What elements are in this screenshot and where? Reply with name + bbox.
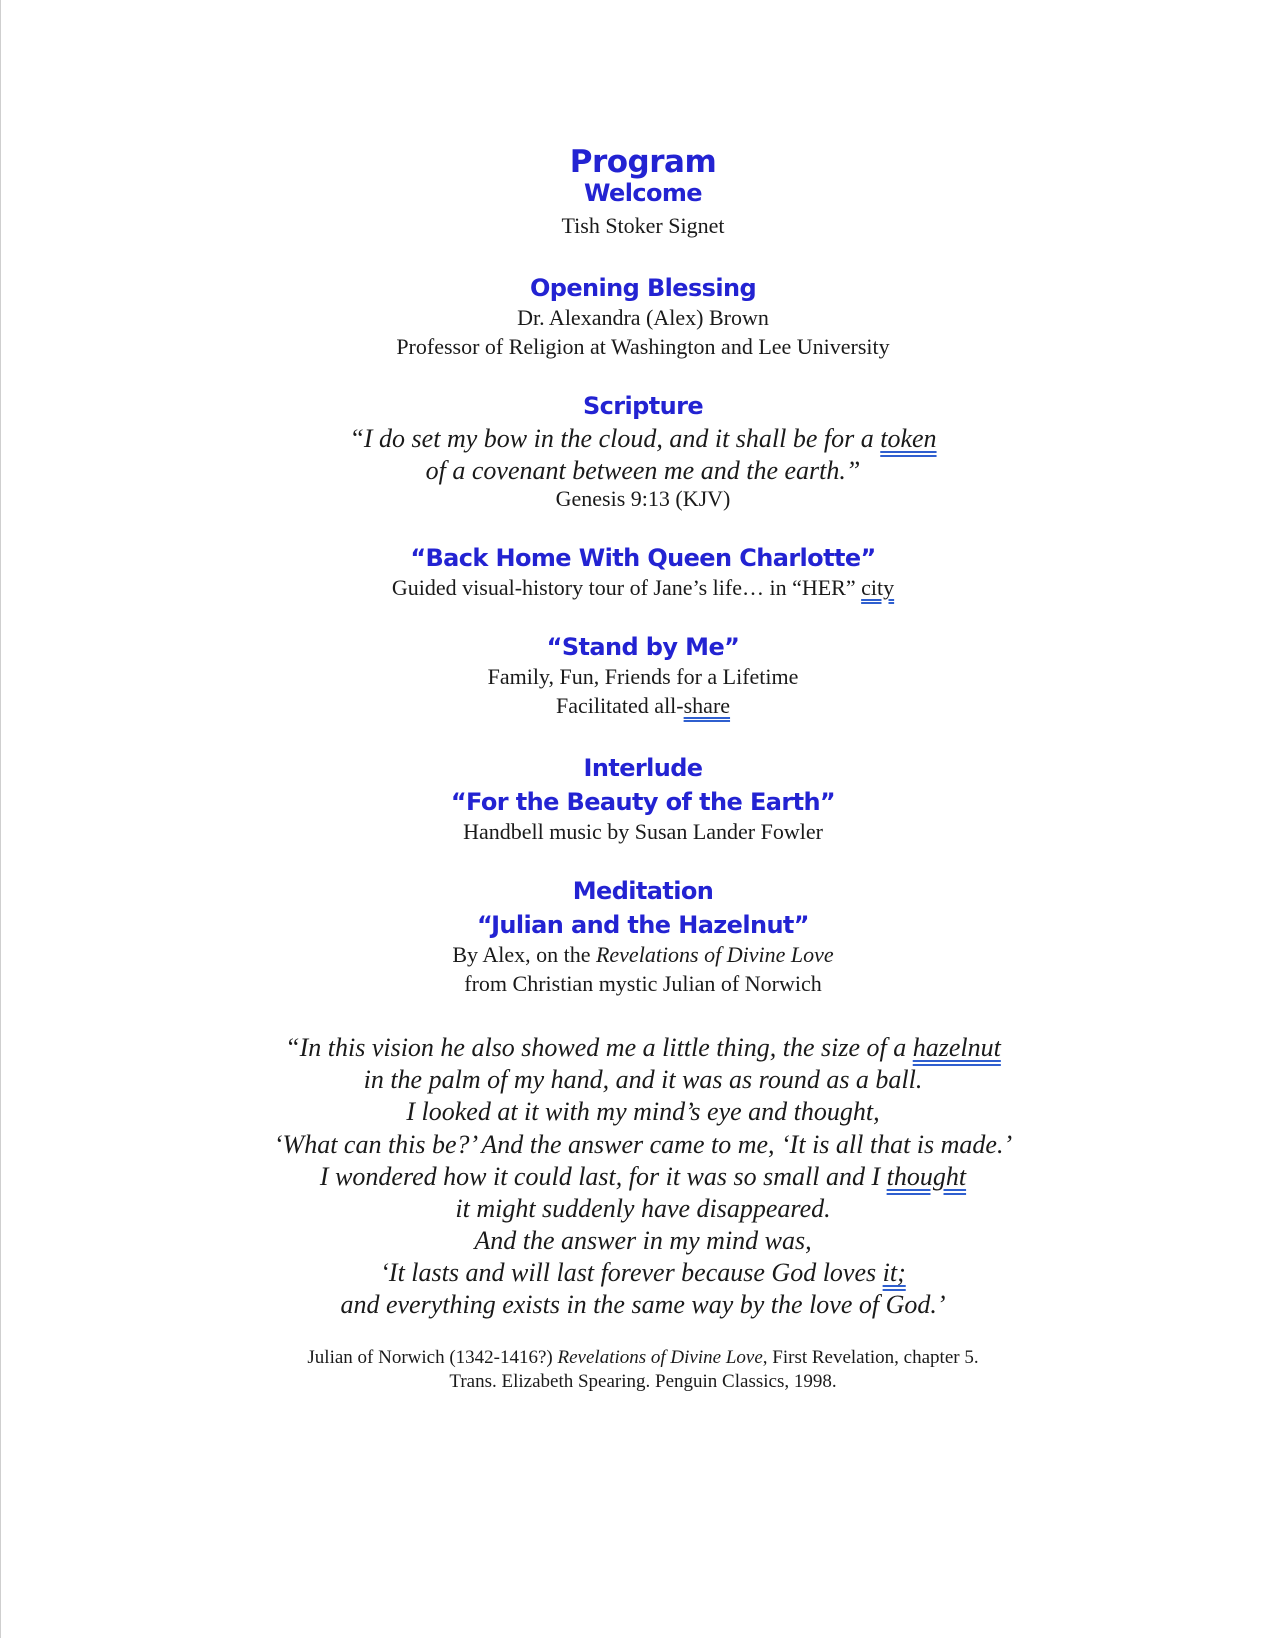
julian-quote-line-6: it might suddenly have disappeared. <box>455 1194 831 1223</box>
julian-quote-line-1 <box>1 1032 1284 1064</box>
opening-blessing-role: Professor of Religion at Washington and Lee University <box>396 334 890 359</box>
spellcheck-flag: share <box>683 693 731 718</box>
scripture-quote-text: “I do set my bow in the cloud, and it shall be for a <box>349 424 881 453</box>
opening-blessing-speaker: Dr. Alexandra (Alex) Brown <box>517 305 769 330</box>
stand-by-me-line-2 <box>1 692 1284 720</box>
scripture-quote-line-1 <box>1 423 1284 455</box>
citation-line-1 <box>1 1346 1284 1370</box>
interlude-subheading: “For the Beauty of the Earth” <box>450 788 836 816</box>
back-home-description-text: Guided visual-history tour of Jane’s life… in “HER” <box>391 575 862 600</box>
citation-book-title: Revelations of Divine Love <box>557 1347 763 1368</box>
julian-quote-line-2: in the palm of my hand, and it was as round as a ball. <box>363 1065 923 1094</box>
opening-blessing-heading: Opening Blessing <box>529 274 757 302</box>
stand-by-me-line-2-text: Facilitated all- <box>555 693 684 718</box>
scripture-reference: Genesis 9:13 (KJV) <box>555 486 731 511</box>
interlude-heading: Interlude <box>583 754 703 782</box>
citation-author: Julian of Norwich (1342-1416?) <box>307 1347 558 1368</box>
julian-quote-text: ‘It lasts and will last forever because God loves <box>380 1258 883 1287</box>
interlude-description: Handbell music by Susan Lander Fowler <box>463 819 823 844</box>
stand-by-me-line-1: Family, Fun, Friends for a Lifetime <box>487 664 799 689</box>
welcome-speaker: Tish Stoker Signet <box>561 213 725 238</box>
stand-by-me-heading: “Stand by Me” <box>546 633 740 661</box>
meditation-heading: Meditation <box>572 877 714 905</box>
meditation-subheading: “Julian and the Hazelnut” <box>477 911 809 939</box>
back-home-heading: “Back Home With Queen Charlotte” <box>410 544 876 572</box>
julian-quote-line-4: ‘What can this be?’ And the answer came to me, ‘It is all that is made.’ <box>273 1130 1013 1159</box>
spellcheck-flag: thought <box>886 1162 967 1191</box>
julian-quote-text: I wondered how it could last, for it was so small and I <box>319 1162 887 1191</box>
julian-quote-line-7: And the answer in my mind was, <box>474 1226 812 1255</box>
spellcheck-flag: it; <box>882 1258 906 1287</box>
julian-quote-line-3: I looked at it with my mind’s eye and thought, <box>406 1097 880 1126</box>
citation-chapter: , First Revelation, chapter 5. <box>762 1347 979 1368</box>
julian-quote-line-8 <box>1 1257 1284 1289</box>
meditation-book-title: Revelations of Divine Love <box>595 942 834 967</box>
back-home-description <box>1 574 1284 602</box>
program-title: Program <box>569 144 717 180</box>
julian-quote-line-5 <box>1 1161 1284 1193</box>
citation-line-2: Trans. Elizabeth Spearing. Penguin Classics, 1998. <box>449 1371 837 1392</box>
spellcheck-flag: hazelnut <box>912 1033 1001 1062</box>
meditation-line-1 <box>1 941 1284 969</box>
meditation-line-2: from Christian mystic Julian of Norwich <box>464 971 822 996</box>
spellcheck-flag: city <box>861 575 895 600</box>
welcome-heading: Welcome <box>584 179 702 207</box>
spellcheck-flag: token <box>880 424 937 453</box>
scripture-quote-line-2: of a covenant between me and the earth.” <box>425 456 861 485</box>
scripture-heading: Scripture <box>582 392 704 420</box>
meditation-line-1-text: By Alex, on the <box>452 942 596 967</box>
julian-quote-line-9: and everything exists in the same way by the love of God.’ <box>340 1290 946 1319</box>
julian-quote-text: “In this vision he also showed me a little thing, the size of a <box>285 1033 913 1062</box>
